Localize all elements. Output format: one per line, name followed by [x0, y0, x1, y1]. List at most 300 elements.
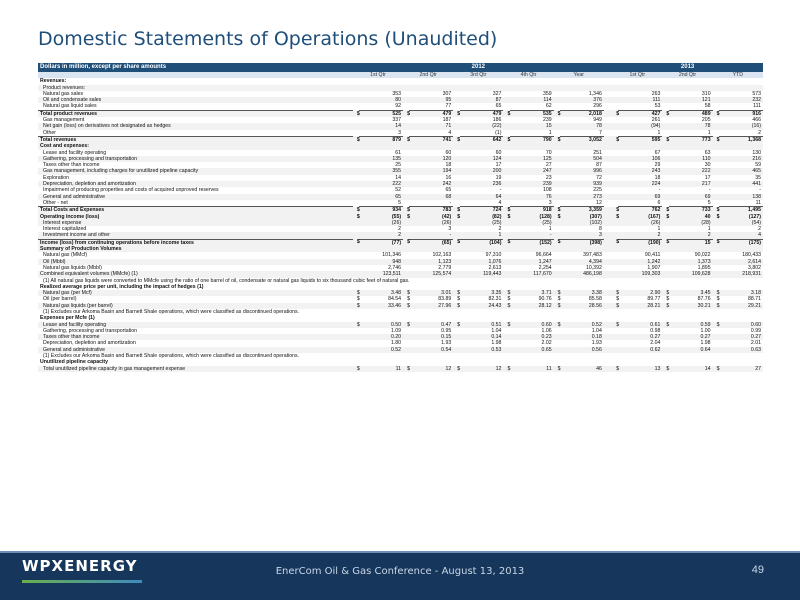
currency-sign: $ [612, 366, 618, 372]
currency-sign: $ [554, 303, 560, 309]
row-label: Oil and condensate sales [38, 97, 353, 103]
table-cell: 1 [548, 129, 552, 136]
table-cell: (25) [510, 220, 554, 226]
table-cell: 0.98 [650, 327, 661, 334]
currency-sign: $ [353, 207, 359, 214]
currency-sign: $ [403, 290, 409, 296]
table-cell: 2 [669, 232, 713, 238]
table-cell: 327 [492, 90, 502, 97]
table-cell: 5 [707, 199, 711, 206]
row-label: Gas management, including charges for unutilized pipeline capacity [38, 168, 353, 174]
table-cell: 35 [755, 174, 761, 181]
currency-sign: $ [662, 303, 668, 309]
table-cell: (94) [618, 123, 662, 129]
subheader-year-2012: Year [554, 72, 604, 78]
currency-sign: $ [353, 366, 359, 372]
table-cell: 17 [495, 162, 502, 169]
table-cell: 125,574 [409, 271, 453, 277]
currency-sign: $ [353, 322, 359, 328]
currency-sign: $ [666, 296, 670, 303]
currency-sign: $ [403, 239, 409, 246]
column-gap [604, 136, 612, 143]
table-cell: 1 [548, 226, 552, 233]
row-label: Exploration [43, 174, 69, 181]
currency-sign: $ [353, 303, 359, 309]
table-cell: 0.23 [510, 334, 554, 340]
table-cell: (190) [618, 239, 662, 246]
table-cell: 25 [395, 162, 402, 169]
currency-sign: $ [662, 136, 668, 143]
table-cell: 724 [460, 207, 504, 214]
subheader-q3-2012: 3rd Qtr [453, 72, 503, 78]
currency-sign: $ [554, 214, 560, 220]
table-cell: 14 [359, 123, 403, 129]
currency-sign: $ [453, 239, 459, 246]
table-cell: 733 [669, 207, 713, 214]
table-cell: (25) [460, 220, 504, 226]
table-cell: 68 [409, 194, 453, 200]
table-cell: 1.00 [700, 327, 711, 334]
currency-sign: $ [662, 110, 668, 117]
table-cell: 13 [618, 366, 662, 372]
table-cell: 0.27 [719, 334, 763, 340]
table-cell: (128) [510, 214, 554, 220]
table-cell: 0.62 [618, 347, 662, 353]
table-cell: 82.31 [488, 296, 502, 303]
row-label: Interest capitalized [43, 226, 87, 233]
table-cell: 0.27 [618, 334, 662, 340]
table-cell: 1,247 [510, 259, 554, 265]
currency-sign: $ [713, 110, 719, 117]
table-row [38, 168, 763, 174]
currency-sign: $ [713, 290, 719, 296]
row-label: Investment income and other [38, 232, 353, 238]
currency-sign: $ [612, 290, 618, 296]
table-cell: 200 [460, 168, 504, 174]
table-cell: 762 [618, 207, 662, 214]
currency-sign: $ [503, 366, 509, 372]
conference-label: EnerCom Oil & Gas Conference - August 13, 2013 [275, 566, 525, 577]
table-cell: (26) [359, 220, 403, 226]
table-cell: 0.56 [560, 347, 604, 353]
table-cell: (102) [560, 220, 604, 226]
subheader-q2-2012: 2nd Qtr [403, 72, 453, 78]
table-cell: 0.65 [510, 347, 554, 353]
currency-sign: $ [507, 296, 511, 303]
table-cell: 3,359 [560, 207, 604, 214]
table-cell: 1 [657, 129, 661, 136]
table-cell: 78 [560, 123, 604, 129]
table-cell: 2 [398, 226, 402, 233]
table-cell: 595 [618, 136, 662, 143]
row-label: Total product revenues [38, 110, 353, 117]
currency-sign: $ [353, 290, 359, 296]
table-cell: 1,495 [719, 207, 763, 214]
table-cell: 0.99 [750, 327, 761, 334]
table-cell: 80 [359, 97, 403, 103]
row-label: Gathering, processing and transportation [38, 156, 353, 162]
currency-sign: $ [353, 239, 359, 246]
table-cell: 0.50 [359, 322, 403, 328]
currency-sign: $ [713, 239, 719, 246]
table-cell: 6 [657, 199, 661, 206]
row-label: (1) All natural gas liquids were converted to MMcfe using the ratio of one barrel of oil, condensate or natural gas liquids to six thousand cubic feet of natural gas. [43, 277, 410, 284]
table-cell: 2 [618, 232, 662, 238]
table-cell: 186 [492, 117, 502, 124]
currency-sign: $ [403, 110, 409, 117]
table-row [38, 207, 763, 214]
table-cell: 242 [409, 181, 453, 187]
table-cell: 0.59 [669, 322, 713, 328]
table-cell: 125 [510, 156, 554, 162]
table-cell: (16) [719, 123, 763, 129]
table-cell: 65 [359, 194, 403, 200]
table-cell: (22) [460, 123, 504, 129]
table-cell: 1,076 [460, 259, 504, 265]
currency-sign: $ [407, 296, 410, 303]
currency-sign: $ [356, 296, 360, 303]
table-cell: (167) [618, 214, 662, 220]
table-cell: 28.56 [560, 303, 604, 309]
currency-sign: $ [453, 110, 459, 117]
currency-sign: $ [554, 290, 560, 296]
column-gap [604, 110, 612, 117]
currency-sign: $ [453, 290, 459, 296]
currency-sign: $ [453, 207, 459, 214]
currency-sign: $ [662, 322, 668, 328]
table-cell: (104) [460, 239, 504, 246]
table-cell: (28) [669, 220, 713, 226]
currency-sign: $ [403, 303, 409, 309]
table-cell: 1 [707, 129, 711, 136]
table-cell: 61 [395, 149, 402, 156]
table-cell: 89.77 [647, 296, 661, 303]
currency-sign: $ [503, 303, 509, 309]
table-cell: 273 [560, 194, 604, 200]
table-cell: 0.14 [460, 334, 504, 340]
table-cell: 12 [460, 366, 504, 372]
table-cell: 29 [654, 162, 661, 169]
table-row [38, 200, 763, 207]
table-cell: (152) [510, 239, 554, 246]
table-cell: 2,254 [538, 264, 552, 271]
currency-sign: $ [554, 366, 560, 372]
table-row [38, 103, 763, 110]
table-cell: 642 [460, 136, 504, 143]
currency-sign: $ [503, 110, 509, 117]
currency-sign: $ [557, 296, 561, 303]
table-cell: 4 [719, 232, 763, 238]
row-label: Natural gas sales [43, 90, 84, 97]
table-cell: 1.09 [390, 327, 402, 334]
table-cell: 70 [545, 149, 552, 156]
table-cell: 138 [719, 194, 763, 200]
table-cell: - [449, 199, 452, 206]
row-label: Unutilized pipeline capacity [40, 359, 109, 366]
row-label: Natural gas (per Mcf) [38, 290, 353, 296]
table-cell: 217 [669, 181, 713, 187]
currency-sign: $ [453, 303, 459, 309]
currency-sign: $ [554, 207, 560, 214]
table-cell: 2.90 [618, 290, 662, 296]
table-cell: 77 [445, 103, 452, 110]
table-cell: 466 [752, 117, 761, 124]
currency-sign: $ [662, 366, 668, 372]
row-label: Operating income (loss) [38, 214, 353, 220]
table-cell: 71 [409, 123, 453, 129]
table-cell: 232 [719, 97, 763, 103]
currency-sign: $ [403, 136, 409, 143]
table-cell: 353 [392, 90, 402, 97]
table-cell: 3.38 [560, 290, 604, 296]
table-cell: 2,779 [438, 264, 452, 271]
table-cell: 4 [448, 129, 452, 136]
table-cell: - [499, 187, 502, 194]
table-cell: (26) [618, 220, 662, 226]
table-cell: 12 [596, 199, 602, 206]
table-cell: 111 [753, 103, 761, 110]
table-cell: (26) [409, 220, 453, 226]
row-label: Lease and facility operating [43, 149, 107, 156]
currency-sign: $ [554, 322, 560, 328]
table-cell: 218,931 [719, 271, 763, 277]
table-cell: 0.18 [560, 334, 604, 340]
table-cell: 0.52 [359, 347, 403, 353]
table-cell: 33.46 [359, 303, 403, 309]
row-label: Impairment of producing properties and costs of acquired unproved reserves [43, 187, 219, 194]
table-cell: 263 [651, 90, 661, 97]
table-cell: 12 [409, 366, 453, 372]
row-label: Other - net [43, 199, 68, 206]
table-cell: 123,511 [359, 271, 403, 277]
table-cell: 11 [510, 366, 554, 372]
table-cell: 72 [596, 174, 602, 181]
row-label: Summary of Production Volumes [38, 246, 763, 252]
table-cell: 3.45 [669, 290, 713, 296]
row-label: Lease and facility operating [38, 322, 353, 328]
table-cell: 225 [593, 187, 602, 194]
subheader-ytd-2013: YTD [713, 72, 763, 78]
table-cell: - [510, 232, 554, 238]
table-cell: 0.60 [510, 322, 554, 328]
row-label: Natural gas liquids (Mbbl) [43, 264, 102, 271]
table-cell: 0.95 [441, 327, 452, 334]
table-cell: 2.04 [650, 340, 661, 347]
table-cell: 2 [758, 129, 761, 136]
table-cell: - [759, 187, 761, 194]
table-cell: 180,433 [742, 252, 761, 259]
row-label: Natural gas liquids (per barrel) [38, 303, 353, 309]
table-cell: 64 [460, 194, 504, 200]
currency-sign: $ [453, 322, 459, 328]
table-body [38, 78, 763, 372]
table-cell: 2,746 [388, 264, 402, 271]
table-cell: 3 [398, 129, 402, 136]
table-cell: 84.54 [388, 296, 402, 303]
table-cell: (175) [719, 239, 763, 246]
currency-sign: $ [612, 322, 618, 328]
table-cell: 69 [618, 194, 662, 200]
table-cell: 19 [495, 174, 502, 181]
table-cell: 504 [560, 156, 604, 162]
table-header-row [38, 63, 763, 72]
table-cell: 29.21 [719, 303, 763, 309]
table-cell: 27 [719, 366, 763, 372]
table-cell: (1) [495, 129, 502, 136]
table-cell: 996 [560, 168, 604, 174]
column-gap [604, 239, 612, 246]
table-cell: 1.98 [700, 340, 711, 347]
table-cell: 18 [654, 174, 661, 181]
table-cell: 65 [495, 103, 502, 110]
header-year-2013: 2013 [612, 63, 763, 72]
table-cell: 479 [460, 110, 504, 117]
table-row [38, 123, 763, 129]
row-label: Gathering, processing and transportation [43, 327, 138, 334]
table-cell: 90,022 [694, 252, 711, 259]
table-cell: 0.51 [460, 322, 504, 328]
table-cell: (82) [460, 214, 504, 220]
row-label: Depreciation, depletion and amortization [43, 340, 136, 347]
currency-sign: $ [403, 366, 409, 372]
table-cell: 1.98 [491, 340, 502, 347]
table-cell: 28.21 [618, 303, 662, 309]
table-cell: 916 [719, 110, 763, 117]
table-cell: 0.20 [359, 334, 403, 340]
statements-table [38, 63, 763, 372]
table-cell: 119,443 [460, 271, 504, 277]
table-cell: 216 [719, 156, 763, 162]
table-cell: 790 [510, 136, 554, 143]
table-cell: 0.61 [618, 322, 662, 328]
table-cell: 102,163 [432, 252, 452, 259]
table-cell: (54) [719, 220, 763, 226]
table-cell: 427 [618, 110, 662, 117]
column-gap [604, 366, 612, 372]
table-cell: 236 [460, 181, 504, 187]
table-cell: 1,907 [647, 264, 661, 271]
currency-sign: $ [453, 366, 459, 372]
table-cell: 1 [460, 232, 504, 238]
footer-divider [0, 551, 800, 553]
currency-sign: $ [612, 214, 618, 220]
table-cell: 10,392 [585, 264, 602, 271]
row-label: Net gain (loss) on derivatives not designated as hedges [38, 123, 353, 129]
table-row [38, 239, 763, 246]
currency-sign: $ [713, 207, 719, 214]
table-cell: 87 [460, 97, 504, 103]
row-label: Realized average price per unit, including the impact of hedges (1) [40, 283, 204, 290]
currency-sign: $ [713, 136, 719, 143]
table-cell: 741 [409, 136, 453, 143]
currency-sign: $ [713, 214, 719, 220]
table-cell: 243 [618, 168, 662, 174]
table-cell: 78 [669, 123, 713, 129]
currency-sign: $ [713, 303, 719, 309]
table-cell: 28.12 [510, 303, 554, 309]
table-cell: 11 [755, 199, 761, 206]
table-cell: 1.04 [491, 327, 502, 334]
table-cell: 2 [498, 226, 502, 233]
table-cell: 124 [460, 156, 504, 162]
table-cell: 60 [495, 149, 502, 156]
table-cell: 773 [669, 136, 713, 143]
table-cell: 2 [758, 226, 761, 233]
table-cell: 87 [596, 162, 602, 169]
company-logo: WPXENERGY [22, 557, 138, 575]
currency-sign: $ [716, 296, 720, 303]
table-cell: 0.63 [719, 347, 763, 353]
table-cell: 130 [752, 149, 761, 156]
table-cell: 90,411 [644, 252, 661, 259]
table-cell: - [658, 187, 661, 194]
table-cell: 2.01 [750, 340, 761, 347]
table-cell: 110 [669, 156, 713, 162]
table-cell: 23 [545, 174, 552, 181]
table-cell: - [409, 232, 453, 238]
table-cell: 27 [545, 162, 552, 169]
table-cell: 135 [359, 156, 403, 162]
row-label: Expenses per Mcfe (1) [40, 315, 95, 322]
currency-sign: $ [713, 322, 719, 328]
table-cell: 65 [445, 187, 452, 194]
table-cell: 261 [651, 117, 661, 124]
subheader-q2-2013: 2nd Qtr [662, 72, 712, 78]
table-cell: 59 [755, 162, 761, 169]
table-cell: 1,242 [618, 259, 662, 265]
table-cell: 1 [657, 226, 661, 233]
table-cell: 465 [719, 168, 763, 174]
table-cell: 27.96 [409, 303, 453, 309]
currency-sign: $ [503, 214, 509, 220]
table-cell: (398) [560, 239, 604, 246]
table-cell: 3.01 [409, 290, 453, 296]
table-cell: 918 [510, 207, 554, 214]
currency-sign: $ [713, 366, 719, 372]
table-cell: 88.71 [748, 296, 761, 303]
currency-sign: $ [453, 214, 459, 220]
table-cell: 109,303 [618, 271, 662, 277]
row-label: Total revenues [38, 136, 353, 143]
row-label: Interest expense [38, 220, 353, 226]
table-cell: 1,373 [669, 259, 713, 265]
row-label: Cost and expenses: [38, 143, 763, 149]
currency-sign: $ [662, 214, 668, 220]
table-cell: 355 [359, 168, 403, 174]
table-cell: 573 [752, 90, 761, 97]
row-label: General and administrative [38, 194, 353, 200]
currency-sign: $ [612, 207, 618, 214]
currency-sign: $ [403, 322, 409, 328]
table-cell: 95 [409, 97, 453, 103]
table-cell: 63 [704, 149, 711, 156]
row-label: Natural gas liquid sales [43, 103, 97, 110]
header-corner-label: Dollars in million, except per share amounts [38, 63, 353, 72]
currency-sign: $ [503, 136, 509, 143]
table-cell: 337 [392, 117, 402, 124]
table-cell: 16 [445, 174, 452, 181]
table-cell: 52 [395, 187, 402, 194]
table-cell: 222 [669, 168, 713, 174]
table-cell: 46 [560, 366, 604, 372]
currency-sign: $ [503, 290, 509, 296]
table-cell: 1.80 [390, 340, 402, 347]
table-cell: 14 [669, 366, 713, 372]
table-cell: 296 [593, 103, 602, 110]
table-cell: 397,483 [583, 252, 602, 259]
table-cell: (65) [409, 239, 453, 246]
table-cell: 3 [560, 232, 604, 238]
